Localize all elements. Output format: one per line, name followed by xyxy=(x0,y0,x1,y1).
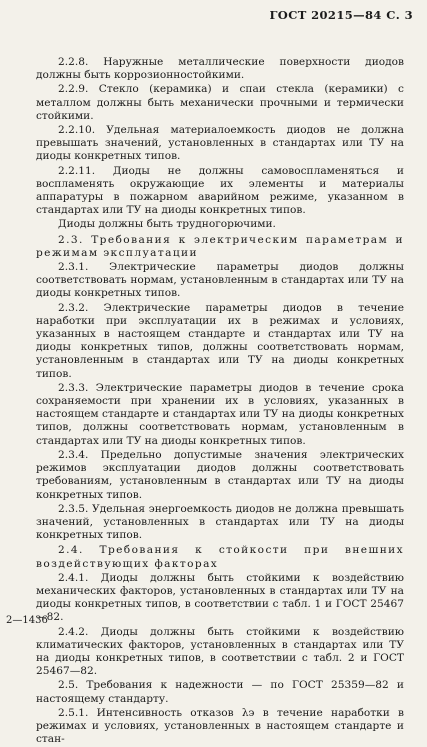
paragraph-2-4-1: 2.4.1. Диоды должны быть стойкими к воздействию механических факторов, установленных в стандартах или ТУ на диоды конкретных типов, в соответствии с табл. 1 и ГОСТ 25467—82. xyxy=(36,571,404,624)
paragraph-2-3-4: 2.3.4. Предельно допустимые значения электрических режимов эксплуатации диодов должны соответствовать требованиям, установленным в стандартах или ТУ на диоды конкретных типов. xyxy=(36,448,404,501)
paragraph-2-2-8: 2.2.8. Наружные металлические поверхности диодов должны быть коррозионностойкими. xyxy=(36,56,404,82)
paragraph-2-3-5: 2.3.5. Удельная энергоемкость диодов не должна превышать значений, установленных в стандартах или ТУ на диоды конкретных типов. xyxy=(36,502,404,542)
paragraph-2-2-11: 2.2.11. Диоды не должны самовоспламеняться и воспламенять окружающие их элементы и материалы аппаратуры в пожарном аварийном режиме, указанном в стандартах или ТУ на диоды конкретных типов. xyxy=(36,164,404,217)
paragraph-2-5-1: 2.5.1. Интенсивность отказов λэ в течение наработки в режимах и условиях, установленных в настоящем стандарте и стан- xyxy=(36,706,404,746)
paragraph-2-5: 2.5. Требования к надежности — по ГОСТ 25359—82 и настоящему стандарту. xyxy=(36,679,404,705)
paragraph-2-3-1: 2.3.1. Электрические параметры диодов должны соответствовать нормам, установленным в стандартах или ТУ на диоды конкретных типов. xyxy=(36,261,404,300)
document-body xyxy=(36,56,404,747)
paragraph-2-3-2: 2.3.2. Электрические параметры диодов в течение наработки при эксплуатации их в режимах и условиях, указанных в настоящем стандарте и стандартах или ТУ на диоды конкретных типов, должны соответствовать нормам, установленным в стандартах или ТУ на диоды конкретных типов. xyxy=(36,301,404,380)
page-header: ГОСТ 20215—84 С. 3 xyxy=(269,8,413,22)
section-heading-2-4: 2.4. Требования к стойкости при внешних воздействующих факторах xyxy=(36,544,404,570)
page-footer: 2—1436 xyxy=(6,615,48,626)
paragraph-fire-resistance: Диоды должны быть трудногорючими. xyxy=(58,218,276,231)
section-heading-2-3: 2.3. Требования к электрическим параметрам и режимам эксплуатации xyxy=(36,233,404,259)
paragraph-2-4-2: 2.4.2. Диоды должны быть стойкими к воздействию климатических факторов, установленных в стандартах или ТУ на диоды конкретных типов, в соответствии с табл. 2 и ГОСТ 25467—82. xyxy=(36,625,404,678)
paragraph-2-3-3: 2.3.3. Электрические параметры диодов в течение срока сохраняемости при хранении их в условиях, указанных в настоящем стандарте и стандартах или ТУ на диоды конкретных типов, должны соответствовать нормам, установленным в стандартах или ТУ на диоды конкретных типов. xyxy=(36,381,404,447)
paragraph-2-2-10: 2.2.10. Удельная материалоемкость диодов не должна превышать значений, установленных в стандартах или ТУ на диоды конкретных типов. xyxy=(36,124,404,163)
paragraph-2-2-9: 2.2.9. Стекло (керамика) и спаи стекла (керамики) с металлом должны быть механически прочными и термически стойкими. xyxy=(36,83,404,122)
